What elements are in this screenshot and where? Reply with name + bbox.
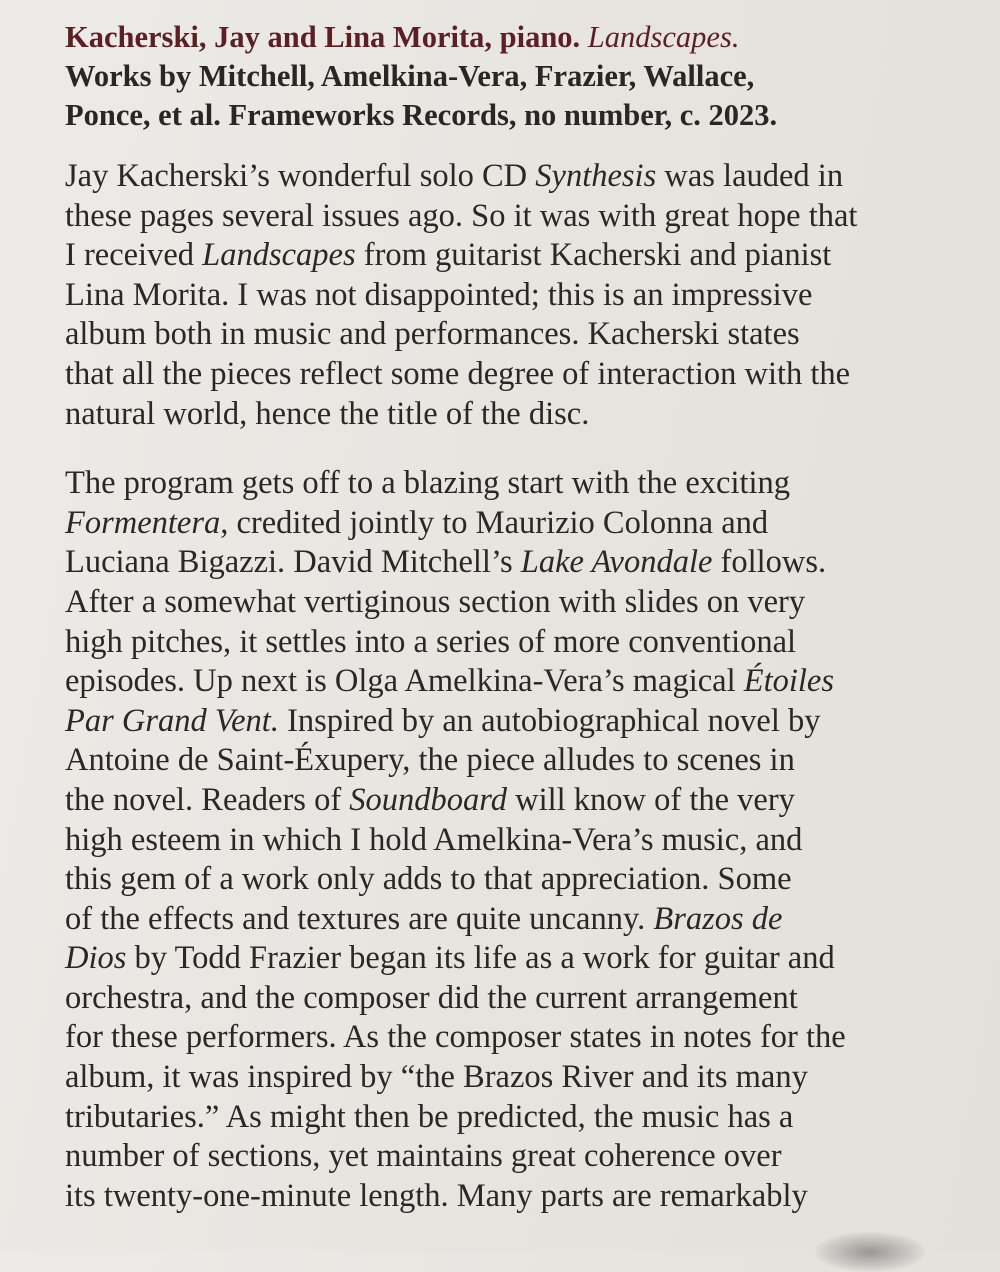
artist-names: Kacherski, Jay and Lina Morita, piano. — [65, 20, 581, 54]
text-line: Jay Kacherski’s wonderful solo CD Synthesis was lauded in — [65, 158, 844, 194]
work-title-par-grand-vent: Par Grand Vent. — [65, 702, 279, 739]
text-line: for these performers. As the composer states in notes for the — [65, 1019, 846, 1056]
heading-line-3: Ponce, et al. Frameworks Records, no number, c. 2023. — [65, 98, 778, 132]
text-line: Luciana Bigazzi. David Mitchell’s Lake Avondale follows. — [65, 544, 827, 581]
text-line: Par Grand Vent. Inspired by an autobiographical novel by — [65, 702, 821, 739]
review-heading — [65, 18, 945, 135]
text-line: natural world, hence the title of the disc. — [65, 395, 590, 432]
album-title: Landscapes. — [587, 20, 740, 54]
text-line: this gem of a work only adds to that appreciation. Some — [65, 861, 792, 898]
text-line: of the effects and textures are quite uncanny. Brazos de — [65, 900, 783, 937]
work-title-brazos-de: Brazos de — [653, 900, 783, 937]
text-line: After a somewhat vertiginous section with slides on very — [65, 583, 806, 620]
review-paragraph-2 — [65, 464, 945, 1216]
work-title-dios: Dios — [65, 940, 127, 977]
text-line: episodes. Up next is Olga Amelkina-Vera’s magical Étoiles — [65, 663, 834, 700]
text-line: these pages several issues ago. So it was with great hope that — [65, 197, 858, 234]
album-title-landscapes: Landscapes — [202, 237, 356, 274]
work-title-etoiles: Étoiles — [743, 663, 834, 700]
text-line: Antoine de Saint-Éxupery, the piece alludes to scenes in — [65, 742, 795, 779]
photo-smudge — [815, 1232, 925, 1272]
heading-line-2: Works by Mitchell, Amelkina-Vera, Frazier, Wallace, — [65, 59, 755, 93]
text-line: Dios by Todd Frazier began its life as a work for guitar and — [65, 940, 835, 977]
text-line: high esteem in which I hold Amelkina-Vera’s music, and — [65, 821, 803, 858]
text-line: high pitches, it settles into a series of more conventional — [65, 623, 797, 660]
text-line: album, it was inspired by “the Brazos River and its many — [65, 1059, 808, 1096]
text-line: number of sections, yet maintains great coherence over — [65, 1138, 782, 1175]
text-line: tributaries.” As might then be predicted, the music has a — [65, 1098, 794, 1135]
text-line: its twenty-one-minute length. Many parts are remarkably — [65, 1177, 808, 1214]
text-line: that all the pieces reflect some degree of interaction with the — [65, 355, 851, 392]
text-line: Lina Morita. I was not disappointed; this is an impressive — [65, 276, 813, 313]
text-line: The program gets off to a blazing start with the exciting — [65, 465, 791, 502]
heading-line-1 — [65, 18, 945, 57]
work-title-formentera: Formentera — [65, 504, 221, 541]
magazine-title-soundboard: Soundboard — [349, 781, 507, 818]
review-page — [65, 18, 945, 1246]
review-paragraph-1 — [65, 157, 945, 434]
album-title-synthesis: Synthesis — [535, 158, 657, 194]
text-line: the novel. Readers of Soundboard will know of the very — [65, 781, 795, 818]
text-line: orchestra, and the composer did the current arrangement — [65, 979, 798, 1016]
text-line: Formentera, credited jointly to Maurizio Colonna and — [65, 504, 769, 541]
text-line: album both in music and performances. Kacherski states — [65, 316, 800, 353]
work-title-lake-avondale: Lake Avondale — [520, 544, 713, 581]
text-line: I received Landscapes from guitarist Kacherski and pianist — [65, 237, 832, 274]
